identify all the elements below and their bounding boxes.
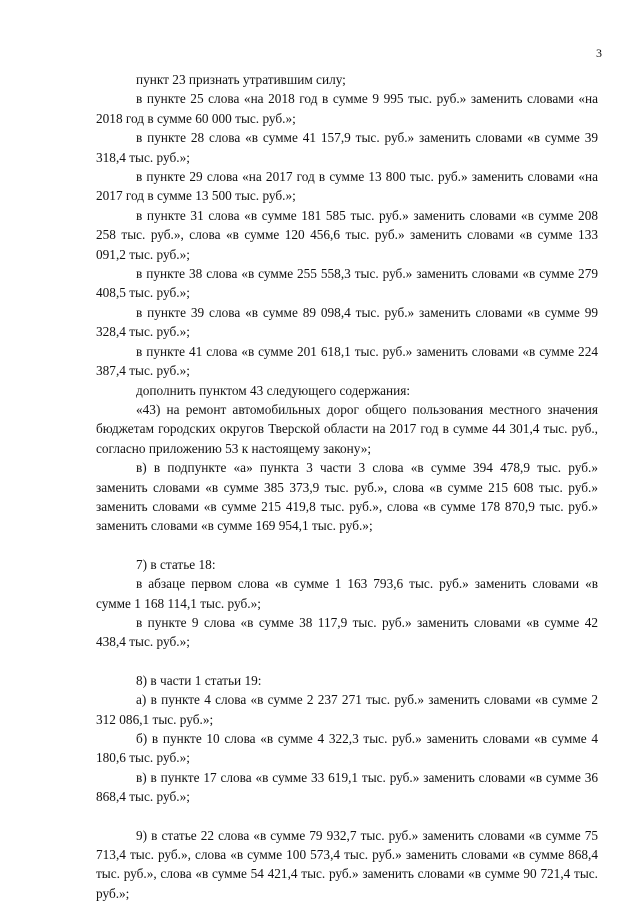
section-gap: [96, 807, 598, 826]
paragraph: в пункте 38 слова «в сумме 255 558,3 тыс. руб.» заменить словами «в сумме 279 408,5 тыс. руб.»;: [96, 266, 598, 301]
paragraph: в пункте 31 слова «в сумме 181 585 тыс. руб.» заменить словами «в сумме 208 258 тыс. руб.», слова «в сумме 120 456,6 тыс. руб.» заменить словами «в сумме 133 091,2 тыс. руб.»;: [96, 207, 598, 262]
section-gap: [96, 652, 598, 671]
paragraph: 9) в статье 22 слова «в сумме 79 932,7 тыс. руб.» заменить словами «в сумме 75 713,4 тыс. руб.», слова «в сумме 100 573,4 тыс. руб.» заменить словами «в сумме 868,4 тыс. руб.», слова «в сумме 54 421,4 тыс. руб.» заменить словами «в сумме 90 721,4 тыс. руб.»;: [96, 827, 598, 901]
paragraph: б) в пункте 10 слова «в сумме 4 322,3 тыс. руб.» заменить словами «в сумме 4 180,6 тыс. руб.»;: [96, 731, 598, 766]
document-body: [96, 70, 598, 903]
paragraph: дополнить пунктом 43 следующего содержания:: [136, 382, 411, 398]
paragraph: в пункте 29 слова «на 2017 год в сумме 13 800 тыс. руб.» заменить словами «на 2017 год в сумме 13 500 тыс. руб.»;: [96, 169, 598, 204]
paragraph: а) в пункте 4 слова «в сумме 2 237 271 тыс. руб.» заменить словами «в сумме 2 312 086,1 тыс. руб.»;: [96, 692, 598, 727]
paragraph: в пункте 41 слова «в сумме 201 618,1 тыс. руб.» заменить словами «в сумме 224 387,4 тыс. руб.»;: [96, 343, 598, 379]
section-gap: [96, 536, 598, 555]
paragraph: в) в подпункте «а» пункта 3 части 3 слова «в сумме 394 478,9 тыс. руб.» заменить словами «в сумме 385 373,9 тыс. руб.», слова «в сумме 215 608 тыс. руб.» заменить словами «в сумме 215 419,8 тыс. руб.», слова «в сумме 178 870,9 тыс. руб.» заменить словами «в сумме 169 954,1 тыс. руб.»;: [96, 460, 598, 534]
section-heading: 8) в части 1 статьи 19:: [136, 672, 262, 688]
page-number: 3: [596, 46, 602, 60]
paragraph: пункт 23 признать утратившим силу;: [136, 72, 346, 87]
paragraph: в пункте 28 слова «в сумме 41 157,9 тыс. руб.» заменить словами «в сумме 39 318,4 тыс. руб.»;: [96, 130, 598, 165]
paragraph: в пункте 9 слова «в сумме 38 117,9 тыс. руб.» заменить словами «в сумме 42 438,4 тыс. руб.»;: [96, 614, 598, 650]
section-heading: 7) в статье 18:: [136, 556, 216, 572]
paragraph: в абзаце первом слова «в сумме 1 163 793,6 тыс. руб.» заменить словами «в сумме 1 168 114,1 тыс. руб.»;: [96, 576, 598, 611]
paragraph: в) в пункте 17 слова «в сумме 33 619,1 тыс. руб.» заменить словами «в сумме 36 868,4 тыс. руб.»;: [96, 769, 598, 805]
paragraph: в пункте 39 слова «в сумме 89 098,4 тыс. руб.» заменить словами «в сумме 99 328,4 тыс. руб.»;: [96, 304, 598, 340]
paragraph: «43) на ремонт автомобильных дорог общего пользования местного значения бюджетам городских округов Тверской области на 2017 год в сумме 44 301,4 тыс. руб., согласно приложению 53 к настоящему закону»;: [96, 401, 598, 456]
paragraph: в пункте 25 слова «на 2018 год в сумме 9 995 тыс. руб.» заменить словами «на 2018 год в сумме 60 000 тыс. руб.»;: [96, 91, 598, 126]
